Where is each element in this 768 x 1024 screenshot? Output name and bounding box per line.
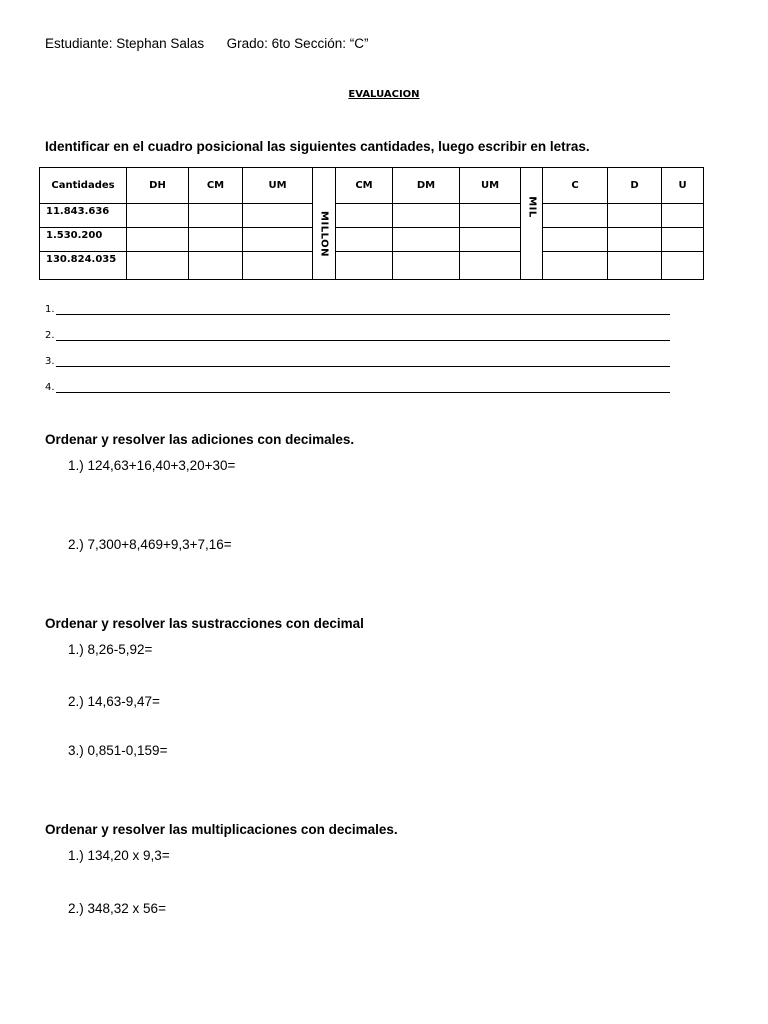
answer-line-number: 2. [45, 330, 55, 341]
table-cell[interactable] [127, 252, 189, 280]
quantity-cell: 130.824.035 [40, 252, 127, 280]
table-cell[interactable] [662, 204, 704, 228]
table-row [40, 228, 704, 252]
answer-line[interactable] [45, 356, 670, 367]
million-band [313, 168, 336, 280]
table-cell[interactable] [608, 228, 662, 252]
multiplication-exercise: 2.) 348,32 x 56= [68, 901, 166, 916]
million-band-label: MILLON [318, 210, 330, 257]
addition-exercise: 2.) 7,300+8,469+9,3+7,16= [68, 537, 232, 552]
header-cm-millions: CM [189, 168, 243, 204]
multiplication-exercise: 1.) 134,20 x 9,3= [68, 848, 170, 863]
place-value-table [39, 167, 704, 280]
quantity-cell: 1.530.200 [40, 228, 127, 252]
header-dm: DM [393, 168, 460, 204]
table-cell[interactable] [243, 228, 313, 252]
subtraction-exercise: 1.) 8,26-5,92= [68, 642, 153, 657]
place-value-instruction: Identificar en el cuadro posicional las siguientes cantidades, luego escribir en letras. [45, 139, 590, 154]
table-cell[interactable] [543, 204, 608, 228]
subtraction-exercise: 2.) 14,63-9,47= [68, 694, 160, 709]
table-cell[interactable] [243, 204, 313, 228]
answer-line-number: 4. [45, 382, 55, 393]
answer-line[interactable] [45, 330, 670, 341]
table-row [40, 204, 704, 228]
table-cell[interactable] [336, 228, 393, 252]
student-header [45, 36, 368, 51]
thousand-band-label: MIL [526, 195, 537, 218]
subtraction-exercise: 3.) 0,851-0,159= [68, 743, 168, 758]
table-cell[interactable] [662, 252, 704, 280]
table-cell[interactable] [460, 228, 521, 252]
addition-exercise: 1.) 124,63+16,40+3,20+30= [68, 458, 236, 473]
header-d: D [608, 168, 662, 204]
multiplications-heading: Ordenar y resolver las multiplicaciones con decimales. [45, 822, 398, 837]
header-um-thousands: UM [460, 168, 521, 204]
table-cell[interactable] [127, 204, 189, 228]
thousand-band [521, 168, 543, 280]
answer-line-number: 3. [45, 356, 55, 367]
table-cell[interactable] [543, 252, 608, 280]
table-cell[interactable] [393, 204, 460, 228]
additions-heading: Ordenar y resolver las adiciones con decimales. [45, 432, 355, 447]
header-cantidades: Cantidades [40, 168, 127, 204]
answer-line[interactable] [45, 304, 670, 315]
quantity-cell: 11.843.636 [40, 204, 127, 228]
header-c: C [543, 168, 608, 204]
page-title: EVALUACION [348, 89, 420, 100]
header-cm-thousands: CM [336, 168, 393, 204]
table-cell[interactable] [243, 252, 313, 280]
table-cell[interactable] [393, 228, 460, 252]
table-cell[interactable] [336, 252, 393, 280]
table-cell[interactable] [393, 252, 460, 280]
table-cell[interactable] [460, 204, 521, 228]
table-cell[interactable] [608, 204, 662, 228]
table-cell[interactable] [460, 252, 521, 280]
table-cell[interactable] [543, 228, 608, 252]
table-cell[interactable] [189, 204, 243, 228]
subtractions-heading: Ordenar y resolver las sustracciones con decimal [45, 616, 364, 631]
table-row [40, 252, 704, 280]
student-name: Estudiante: Stephan Salas [45, 36, 205, 51]
grade-section: Grado: 6to Sección: “C” [226, 36, 369, 51]
answer-line-number: 1. [45, 304, 55, 315]
header-dh: DH [127, 168, 189, 204]
table-cell[interactable] [189, 252, 243, 280]
table-cell[interactable] [662, 228, 704, 252]
table-cell[interactable] [336, 204, 393, 228]
table-cell[interactable] [127, 228, 189, 252]
table-cell[interactable] [189, 228, 243, 252]
header-um-millions: UM [243, 168, 313, 204]
table-header-row [40, 168, 704, 204]
answer-line[interactable] [45, 382, 670, 393]
table-cell[interactable] [608, 252, 662, 280]
header-u: U [662, 168, 704, 204]
